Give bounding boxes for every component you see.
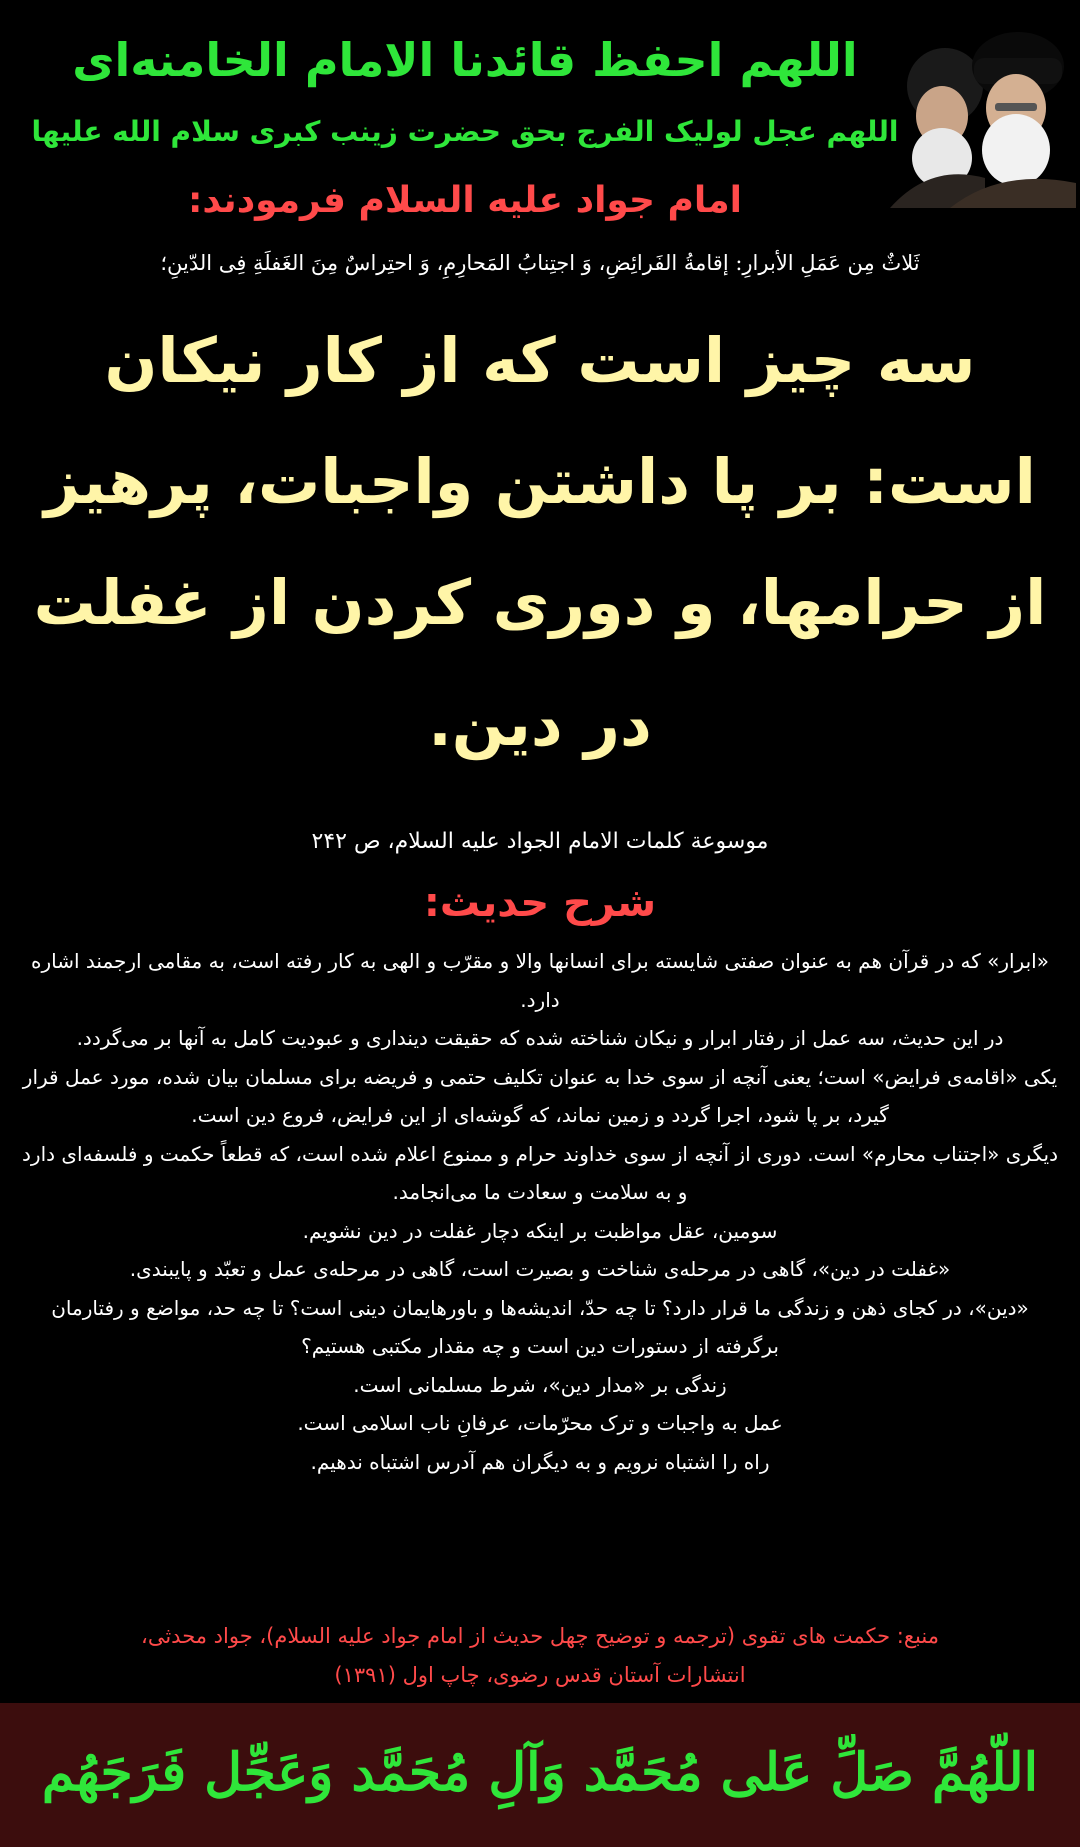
explanation-paragraph: عمل به واجبات و ترک محرّمات، عرفانِ ناب اسلامی است. [297, 1411, 783, 1435]
explanation-paragraph: در این حدیث، سه عمل از رفتار ابرار و نیکان شناخته شده که حقیقت دینداری و عبودیت کامل به آنها بر می‌گردد. [76, 1026, 1004, 1050]
hadith-translation: سه چیز است که از کار نیکان است: بر پا داشتن واجبات، پرهیز از حرامها، و دوری کردن از غفلت در دین. [33, 324, 1047, 760]
leaders-portrait [890, 8, 1076, 208]
explanation-body [22, 942, 1058, 1481]
source-citation [20, 1617, 1060, 1695]
source-line: انتشارات آستان قدس رضوی، چاپ اول (۱۳۹۱) [334, 1663, 746, 1687]
portrait-image [890, 8, 1076, 208]
hadith-heading: امام جواد علیه السلام فرمودند: [187, 180, 743, 221]
explanation-paragraph: «دین»، در کجای ذهن و زندگی ما قرار دارد؟ تا چه حدّ، اندیشه‌ها و باورهایمان دینی است؟ تا چه حد، مواضع و رفتارمان برگرفته از دستورات دین است و چه مقدار مکتبی هستیم؟ [51, 1295, 1029, 1358]
explanation-paragraph: «غفلت در دین»، گاهی در مرحله‌ی شناخت و بصیرت است، گاهی در مرحله‌ی عمل و تعبّد و پایبندی. [129, 1257, 951, 1281]
explanation-heading: شرح حدیث: [423, 880, 657, 926]
explanation-paragraph: دیگری «اجتناب محارم» است. دوری از آنچه از سوی خداوند حرام و ممنوع اعلام شده است، که قطعاً حکمت و فلسفه‌ای دارد و به سلامت و سعادت ما می‌انجامد. [22, 1141, 1058, 1204]
salawat-text: اللّهُمَّ صَلِّ عَلی مُحَمَّد وَآلِ مُحَمَّد وَعَجِّل فَرَجَهُم [41, 1742, 1039, 1803]
explanation-paragraph: زندگی بر «مدار دین»، شرط مسلمانی است. [353, 1372, 727, 1397]
source-line: منبع: حکمت های تقوی (ترجمه و توضیح چهل حدیث از امام جواد علیه السلام)، جواد محدثی، [141, 1624, 939, 1648]
explanation-paragraph: راه را اشتباه نرویم و به دیگران هم آدرس اشتباه ندهیم. [310, 1449, 770, 1474]
explanation-paragraph: سومین، عقل مواظبت بر اینکه دچار غفلت در دین نشویم. [302, 1218, 778, 1243]
hadith-reference: موسوعة کلمات الامام الجواد علیه السلام، ص ۲۴۲ [311, 829, 769, 854]
page-title: اللهم احفظ قائدنا الامام الخامنه‌ای [72, 33, 858, 87]
explanation-paragraph: «ابرار» که در قرآن هم به عنوان صفتی شایسته برای انسانها والا و مقرّب و الهی به کار رفته است، به مقامی ارجمند اشاره دارد. [31, 949, 1049, 1012]
explanation-paragraph: یکی «اقامه‌ی فرایض» است؛ یعنی آنچه از سوی خدا به عنوان تکلیف حتمی و فریضه برای مسلمان بیان شده، مورد عمل قرار گیرد، بر پا شود، اجرا گردد و زمین نماند، که گوشه‌ای از این فرایض، فروع دین است. [22, 1064, 1058, 1127]
hadith-arabic-text: ثَلاثٌ مِن عَمَلِ الأبرارِ: إقامةُ الفَرائِضِ، وَ اجتِنابُ المَحارِمِ، وَ احتِراسٌ مِنَ الغَفلَةِ فِی الدّینِ؛ [160, 251, 920, 275]
page-subtitle: اللهم عجل لولیک الفرج بحق حضرت زینب کبری سلام الله علیها [31, 115, 899, 148]
